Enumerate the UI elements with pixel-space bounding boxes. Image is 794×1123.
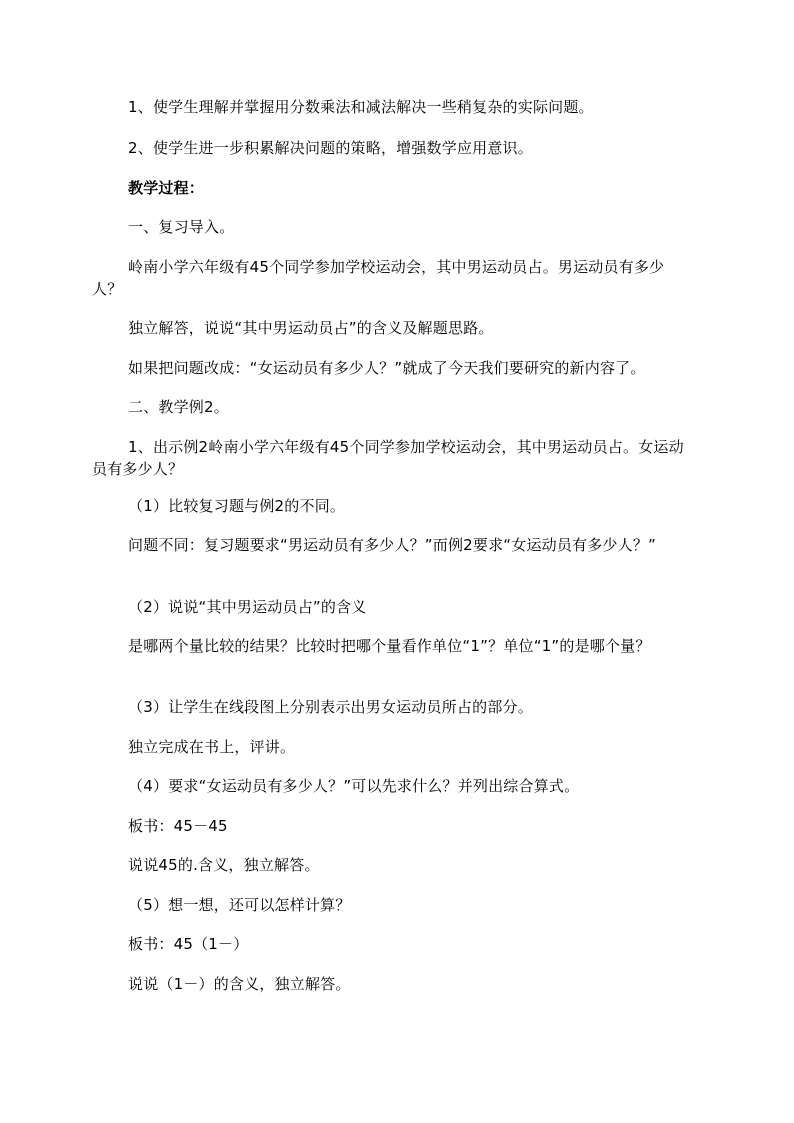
board-writing-2: 板书：45（1－） [128, 935, 249, 953]
step-4-instruction: 说说45的.含义，独立解答。 [128, 856, 320, 874]
step-5-question: （5）想一想，还可以怎样计算？ [128, 896, 351, 914]
step-2-meaning: （2）说说“其中男运动员占”的含义 [128, 598, 367, 616]
example-2-problem: 1、出示例2岭南小学六年级有45个同学参加学校运动会，其中男运动员占。女运动员有多少人？ [92, 438, 684, 478]
step-3-instruction: 独立完成在书上，评讲。 [128, 738, 296, 756]
step-5-instruction: 说说（1－）的含义，独立解答。 [128, 975, 351, 993]
section-heading-review: 一、复习导入。 [128, 218, 235, 236]
section-heading-teaching-process: 教学过程： [128, 179, 205, 197]
step-1-answer: 问题不同：复习题要求“男运动员有多少人？”而例2要求“女运动员有多少人？” [128, 536, 657, 554]
step-2-questions: 是哪两个量比较的结果？比较时把哪个量看作单位“1”？单位“1”的是哪个量？ [128, 637, 651, 655]
objective-1: 1、使学生理解并掌握用分数乘法和减法解决一些稍复杂的实际问题。 [128, 98, 594, 116]
review-problem: 岭南小学六年级有45个同学参加学校运动会，其中男运动员占。男运动员有多少人？ [92, 258, 665, 298]
board-writing-1: 板书：45－45 [128, 817, 228, 835]
section-heading-example-2: 二、教学例2。 [128, 398, 229, 416]
step-4-question: （4）要求“女运动员有多少人？”可以先求什么？并列出综合算式。 [128, 777, 580, 795]
objective-2: 2、使学生进一步积累解决问题的策略，增强数学应用意识。 [128, 139, 533, 157]
step-3-line-diagram: （3）让学生在线段图上分别表示出男女运动员所占的部分。 [128, 698, 533, 716]
transition-text: 如果把问题改成：“女运动员有多少人？”就成了今天我们要研究的新内容了。 [128, 359, 646, 377]
review-instruction: 独立解答，说说“其中男运动员占”的含义及解题思路。 [128, 319, 494, 337]
step-1-compare: （1）比较复习题与例2的不同。 [128, 497, 346, 515]
